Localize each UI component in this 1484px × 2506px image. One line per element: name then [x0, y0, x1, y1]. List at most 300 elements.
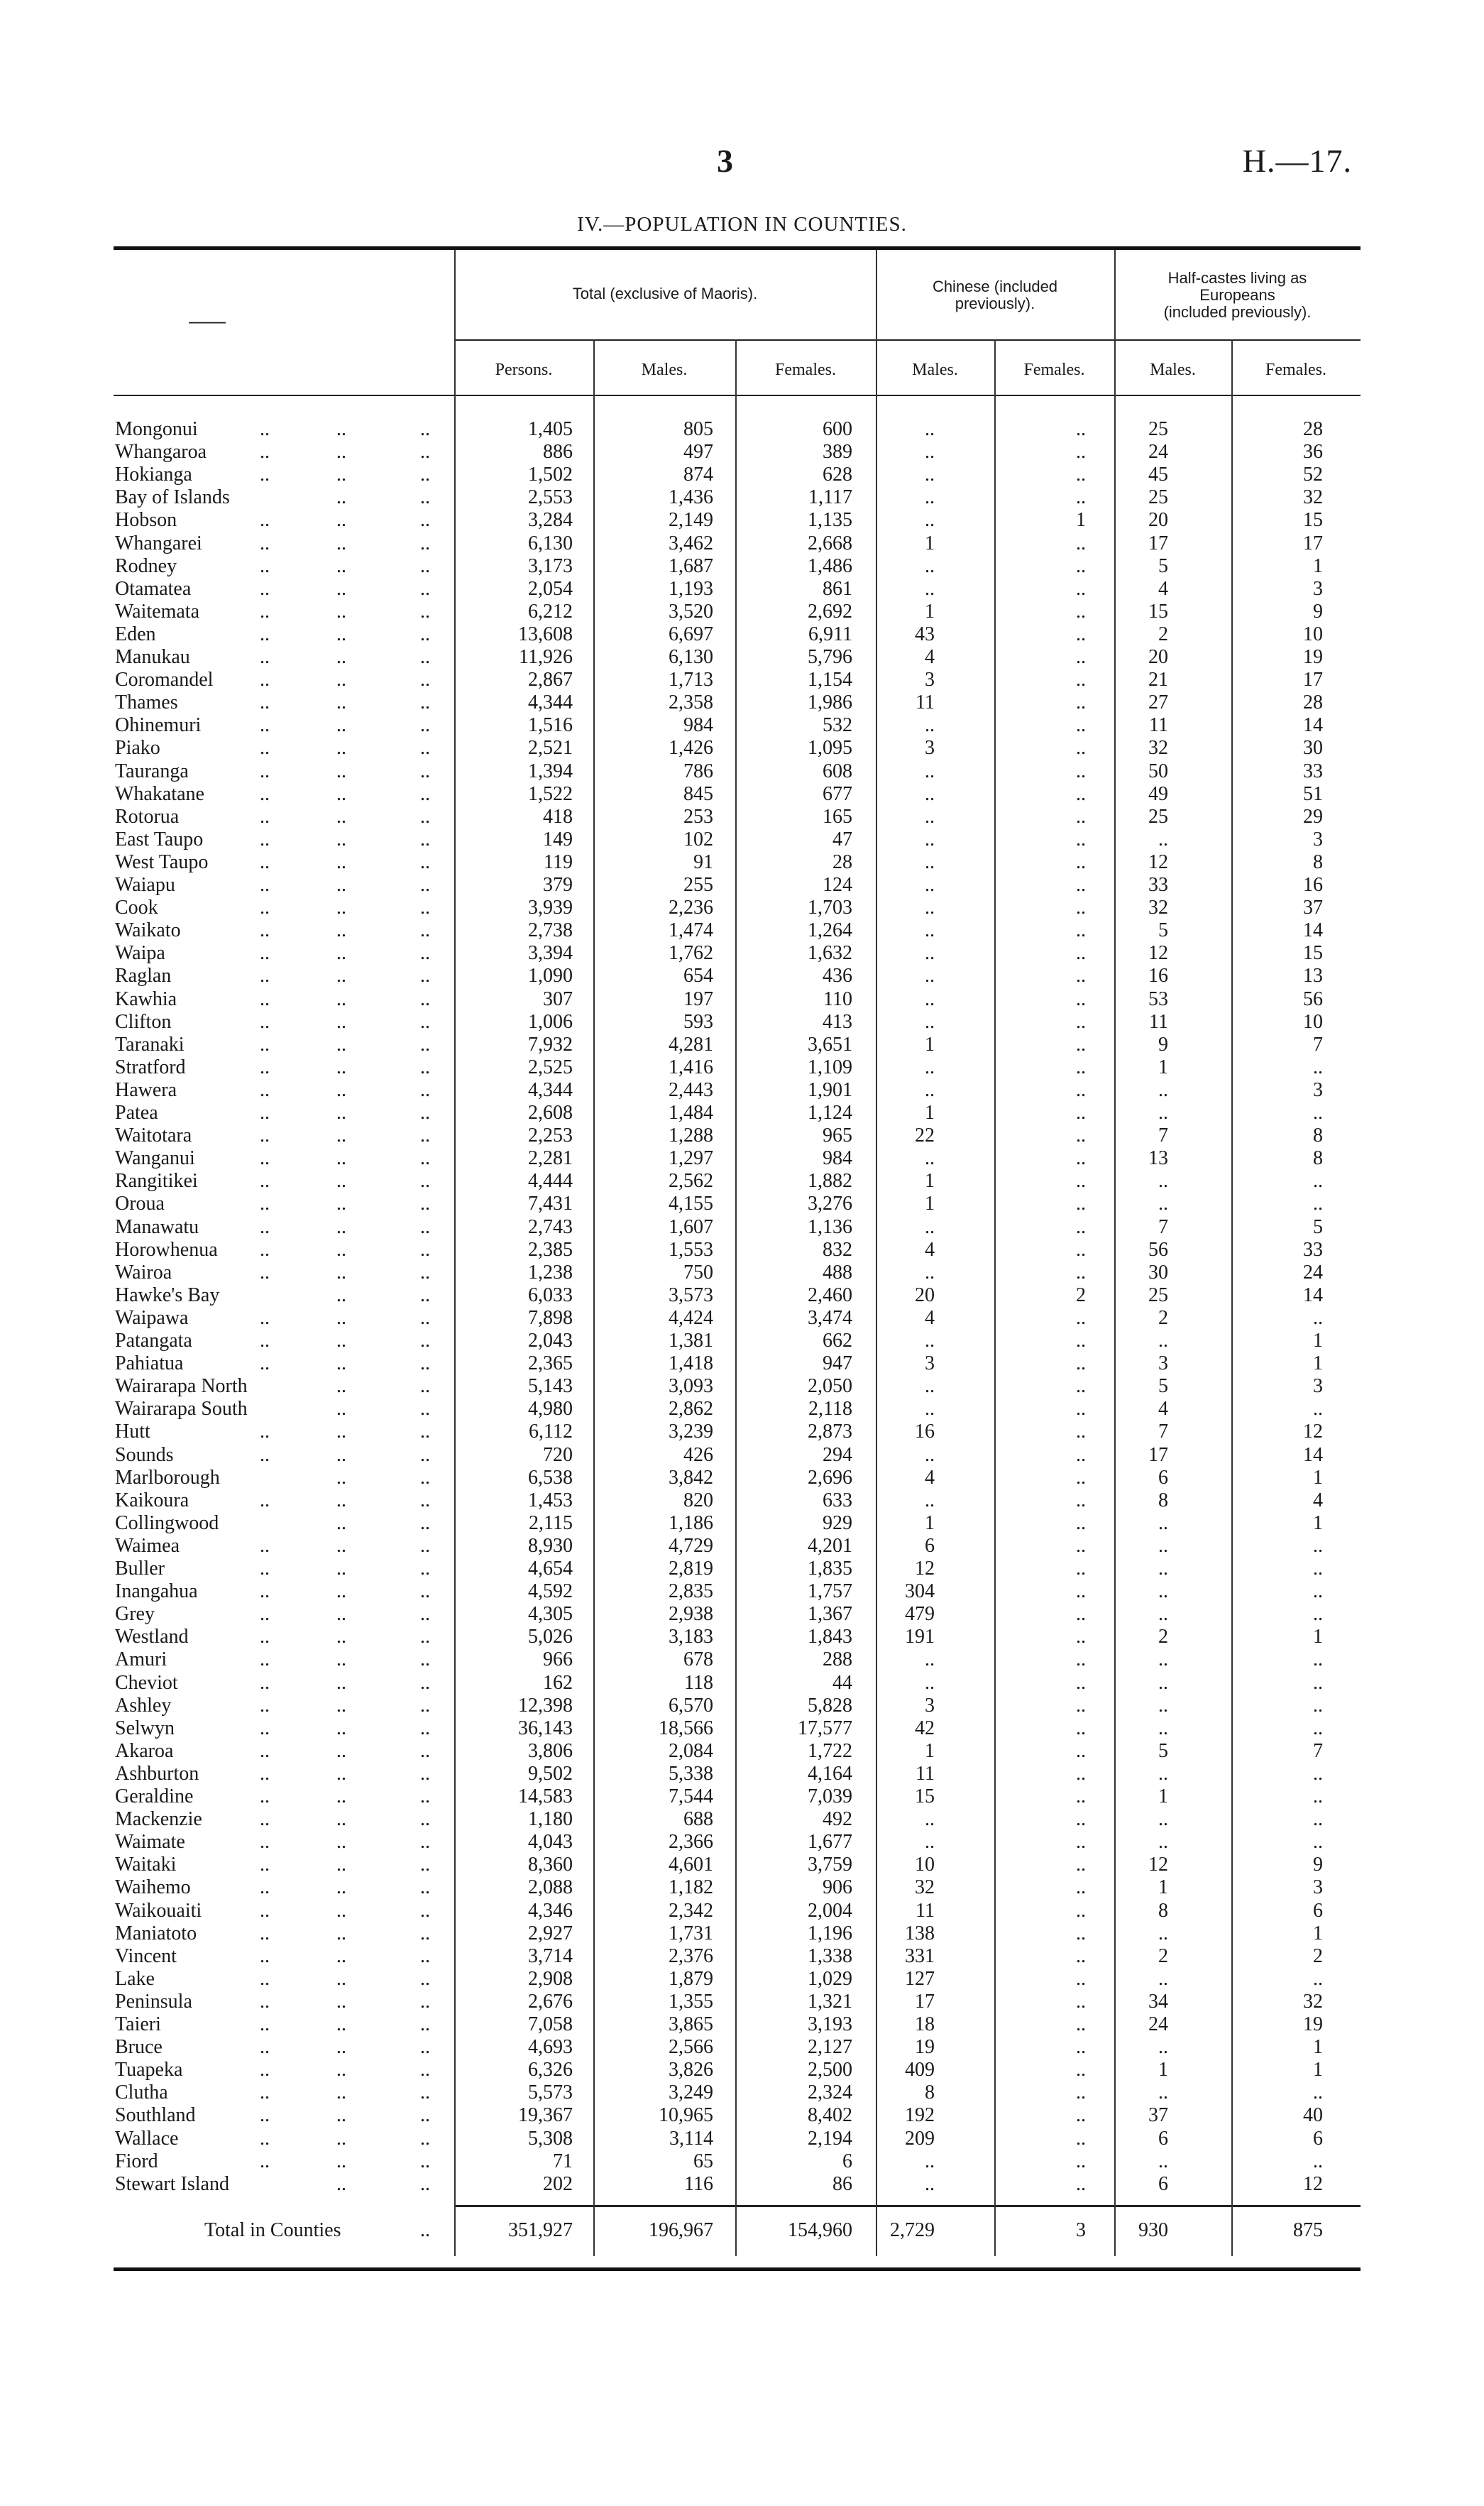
cell-chinese-females: ..	[1076, 1466, 1086, 1489]
leader-dots: ..	[336, 897, 346, 919]
table-row	[0, 1603, 1484, 1626]
cell-chinese-males: 32	[915, 1876, 935, 1899]
table-row	[0, 1262, 1484, 1284]
cell-halfcaste-females: 29	[1303, 805, 1323, 828]
cell-chinese-males: ..	[925, 1808, 935, 1831]
leader-dots: ..	[420, 1352, 430, 1375]
table-row	[0, 418, 1484, 441]
cell-halfcaste-males: 15	[1148, 600, 1168, 623]
cell-halfcaste-males: 24	[1148, 441, 1168, 464]
leader-dots: ..	[260, 418, 270, 440]
table-row	[0, 988, 1484, 1011]
cell-chinese-males: ..	[925, 1330, 935, 1352]
leader-dots: ..	[336, 577, 346, 600]
leader-dots: ..	[260, 1922, 270, 1944]
county-name: Sounds	[115, 1443, 174, 1466]
cell-halfcaste-males: 2	[1158, 1944, 1168, 1967]
table-row	[0, 646, 1484, 669]
leader-dots: ..	[336, 600, 346, 623]
cell-halfcaste-females: 12	[1303, 1421, 1323, 1443]
cell-chinese-females: ..	[1076, 1125, 1086, 1147]
table-row	[0, 1876, 1484, 1899]
leader-dots: ..	[336, 441, 346, 464]
cell-persons: 4,444	[528, 1170, 573, 1193]
leader-dots: ..	[420, 1078, 430, 1101]
cell-total-males: 118	[684, 1671, 713, 1694]
cell-total-females: 1,095	[808, 737, 852, 760]
cell-total-males: 593	[683, 1010, 713, 1033]
cell-persons: 71	[553, 2150, 573, 2172]
cell-halfcaste-females: 15	[1303, 509, 1323, 532]
cell-chinese-females: ..	[1076, 1785, 1086, 1807]
table-row	[0, 942, 1484, 965]
column-header-chinese-males: Males.	[912, 361, 958, 379]
cell-chinese-females: ..	[1076, 464, 1086, 486]
cell-halfcaste-females: 51	[1303, 782, 1323, 805]
cell-persons: 6,212	[528, 600, 573, 623]
leader-dots: ..	[336, 1648, 346, 1671]
table-title: IV.—POPULATION IN COUNTIES.	[577, 213, 907, 236]
cell-chinese-males: 17	[915, 1990, 935, 2013]
cell-halfcaste-females: ..	[1313, 1193, 1323, 1215]
leader-dots: ..	[420, 2150, 430, 2172]
cell-persons: 1,090	[528, 965, 573, 987]
cell-halfcaste-males: 17	[1148, 532, 1168, 554]
leader-dots: ..	[260, 1352, 270, 1375]
leader-dots: ..	[336, 1398, 346, 1421]
cell-total-females: 2,050	[808, 1375, 852, 1398]
cell-chinese-females: ..	[1076, 1626, 1086, 1648]
cell-halfcaste-males: 4	[1158, 1398, 1168, 1421]
cell-halfcaste-males: 11	[1149, 714, 1168, 737]
leader-dots: ..	[420, 1443, 430, 1466]
cell-chinese-females: ..	[1076, 965, 1086, 987]
cell-chinese-males: 11	[916, 1762, 935, 1785]
cell-persons: 1,453	[528, 1489, 573, 1511]
leader-dots: ..	[336, 760, 346, 782]
cell-chinese-males: 479	[905, 1603, 935, 1626]
county-name: Ashburton	[115, 1762, 199, 1785]
cell-total-females: 110	[823, 987, 852, 1010]
leader-dots: ..	[260, 1215, 270, 1238]
cell-total-females: 2,004	[808, 1899, 852, 1922]
table-row	[0, 532, 1484, 555]
table-row	[0, 760, 1484, 783]
county-name: Otamatea	[115, 577, 192, 600]
county-name: Waitaki	[115, 1854, 177, 1876]
leader-dots: ..	[336, 1125, 346, 1147]
cell-total-females: 2,460	[808, 1284, 852, 1306]
cell-chinese-males: ..	[925, 1648, 935, 1671]
cell-halfcaste-males: 32	[1148, 737, 1168, 760]
cell-chinese-males: 19	[915, 2036, 935, 2059]
leader-dots: ..	[420, 1558, 430, 1580]
cell-chinese-males: ..	[925, 1010, 935, 1033]
cell-halfcaste-males: 5	[1158, 554, 1168, 577]
leader-dots: ..	[420, 691, 430, 714]
leader-dots: ..	[420, 1831, 430, 1854]
cell-halfcaste-females: 8	[1313, 1147, 1323, 1170]
cell-chinese-males: ..	[925, 1375, 935, 1398]
leader-dots: ..	[336, 805, 346, 828]
table-row	[0, 1808, 1484, 1831]
cell-total-males: 3,093	[669, 1375, 713, 1398]
cell-persons: 2,676	[528, 1990, 573, 2013]
cell-total-males: 3,239	[669, 1421, 713, 1443]
cell-chinese-females: ..	[1076, 2013, 1086, 2035]
leader-dots: ..	[420, 1967, 430, 1990]
cell-total-males: 1,182	[669, 1876, 713, 1899]
cell-total-males: 6,697	[669, 623, 713, 645]
cell-chinese-females: ..	[1076, 1261, 1086, 1284]
leader-dots: ..	[336, 965, 346, 987]
county-name: Waikouaiti	[115, 1899, 202, 1922]
cell-halfcaste-males: 12	[1148, 1854, 1168, 1876]
cell-halfcaste-females: 24	[1303, 1261, 1323, 1284]
cell-total-males: 786	[683, 760, 713, 782]
county-name: Waihemo	[115, 1876, 191, 1899]
cell-halfcaste-females: ..	[1313, 2150, 1323, 2172]
cell-total-males: 2,342	[669, 1899, 713, 1922]
cell-chinese-females: ..	[1076, 1671, 1086, 1694]
county-name: Manukau	[115, 646, 190, 668]
table-row	[0, 1922, 1484, 1945]
leader-dots: ..	[336, 1876, 346, 1899]
leader-dots: ..	[260, 532, 270, 554]
cell-halfcaste-females: 5	[1313, 1215, 1323, 1238]
cell-total-males: 1,474	[669, 919, 713, 942]
group-header-rule	[454, 339, 1361, 341]
cell-halfcaste-females: ..	[1313, 1762, 1323, 1785]
leader-dots: ..	[420, 1854, 430, 1876]
leader-dots: ..	[420, 1421, 430, 1443]
cell-persons: 2,385	[528, 1238, 573, 1261]
cell-halfcaste-males: 930	[1138, 2219, 1168, 2241]
cell-halfcaste-females: ..	[1313, 1603, 1323, 1626]
column-header-halfcaste-females: Females.	[1265, 361, 1326, 379]
cell-chinese-males: ..	[925, 1215, 935, 1238]
cell-halfcaste-males: ..	[1158, 1808, 1168, 1831]
cell-chinese-females: ..	[1076, 577, 1086, 600]
cell-halfcaste-males: ..	[1158, 1170, 1168, 1193]
cell-total-females: 633	[823, 1489, 852, 1511]
county-name: Maniatoto	[115, 1922, 197, 1944]
cell-chinese-males: 331	[905, 1944, 935, 1967]
cell-halfcaste-males: 20	[1148, 646, 1168, 668]
cell-halfcaste-males: 8	[1158, 1899, 1168, 1922]
cell-persons: 12,398	[518, 1694, 573, 1717]
leader-dots: ..	[420, 1511, 430, 1534]
leader-dots: ..	[420, 1238, 430, 1261]
cell-halfcaste-females: 9	[1313, 1854, 1323, 1876]
leader-dots: ..	[260, 1147, 270, 1170]
leader-dots: ..	[260, 737, 270, 760]
cell-chinese-females: ..	[1076, 1739, 1086, 1762]
cell-chinese-males: 4	[925, 1306, 935, 1329]
table-row	[0, 1489, 1484, 1512]
cell-halfcaste-females: 40	[1303, 2104, 1323, 2127]
cell-total-females: 165	[823, 805, 852, 828]
cell-total-males: 805	[683, 418, 713, 440]
cell-chinese-females: ..	[1076, 532, 1086, 554]
leader-dots: ..	[260, 1831, 270, 1854]
county-name: Westland	[115, 1626, 189, 1648]
cell-total-males: 65	[693, 2150, 713, 2172]
cell-persons: 3,939	[528, 897, 573, 919]
leader-dots: ..	[260, 441, 270, 464]
cell-total-females: 3,193	[808, 2013, 852, 2035]
cell-total-males: 253	[683, 805, 713, 828]
cell-halfcaste-females: 1	[1313, 1466, 1323, 1489]
cell-total-females: 1,136	[808, 1215, 852, 1238]
leader-dots: ..	[260, 1489, 270, 1511]
cell-persons: 8,360	[528, 1854, 573, 1876]
cell-chinese-males: ..	[925, 760, 935, 782]
table-row	[0, 1740, 1484, 1763]
leader-dots: ..	[420, 1671, 430, 1694]
leader-dots: ..	[336, 1238, 346, 1261]
leader-dots: ..	[260, 1534, 270, 1557]
leader-dots: ..	[260, 919, 270, 942]
cell-halfcaste-males: 12	[1148, 942, 1168, 965]
leader-dots: ..	[420, 1170, 430, 1193]
table-row	[0, 1535, 1484, 1558]
table-row	[0, 2081, 1484, 2104]
county-name: Piako	[115, 737, 160, 760]
leader-dots: ..	[420, 1261, 430, 1284]
cell-chinese-females: ..	[1076, 1944, 1086, 1967]
leader-dots: ..	[420, 464, 430, 486]
cell-persons: 2,253	[528, 1125, 573, 1147]
cell-chinese-females: ..	[1076, 1193, 1086, 1215]
leader-dots: ..	[420, 1466, 430, 1489]
table-row	[0, 1375, 1484, 1398]
cell-total-females: 1,703	[808, 897, 852, 919]
leader-dots: ..	[420, 874, 430, 896]
cell-chinese-females: ..	[1076, 1603, 1086, 1626]
cell-total-females: 8,402	[808, 2104, 852, 2127]
cell-chinese-females: ..	[1076, 1990, 1086, 2013]
cell-halfcaste-males: 34	[1148, 1990, 1168, 2013]
cell-total-males: 1,713	[669, 669, 713, 691]
cell-halfcaste-females: ..	[1313, 2081, 1323, 2104]
county-name: Hobson	[115, 509, 177, 532]
table-row	[0, 1831, 1484, 1854]
table-row	[0, 806, 1484, 828]
cell-halfcaste-males: ..	[1158, 1102, 1168, 1124]
cell-halfcaste-males: 5	[1158, 1375, 1168, 1398]
cell-persons: 202	[543, 2172, 573, 2195]
table-row	[0, 578, 1484, 601]
county-name: Ohinemuri	[115, 714, 202, 737]
leader-dots: ..	[336, 828, 346, 850]
leader-dots: ..	[420, 1147, 430, 1170]
county-name: Ashley	[115, 1694, 172, 1717]
leader-dots: ..	[336, 2081, 346, 2104]
leader-dots: ..	[260, 2059, 270, 2081]
leader-dots: ..	[336, 691, 346, 714]
table-row	[0, 1216, 1484, 1239]
cell-total-males: 1,553	[669, 1238, 713, 1261]
cell-halfcaste-females: 875	[1293, 2219, 1323, 2241]
leader-dots: ..	[336, 1330, 346, 1352]
leader-dots: ..	[420, 987, 430, 1010]
cell-halfcaste-males: 6	[1158, 1466, 1168, 1489]
cell-total-females: 532	[823, 714, 852, 737]
cell-chinese-females: ..	[1076, 1421, 1086, 1443]
cell-chinese-males: 1	[925, 1193, 935, 1215]
county-name: East Taupo	[115, 828, 204, 850]
cell-total-females: 1,677	[808, 1831, 852, 1854]
leader-dots: ..	[336, 1558, 346, 1580]
cell-total-females: 1,632	[808, 942, 852, 965]
cell-chinese-males: 1	[925, 532, 935, 554]
county-name: Hutt	[115, 1421, 150, 1443]
cell-chinese-males: 3	[925, 1352, 935, 1375]
leader-dots: ..	[336, 1466, 346, 1489]
cell-halfcaste-females: ..	[1313, 1967, 1323, 1990]
cell-halfcaste-males: 24	[1148, 2013, 1168, 2035]
cell-total-males: 2,366	[669, 1831, 713, 1854]
leader-dots: ..	[420, 942, 430, 965]
table-row	[0, 669, 1484, 691]
cell-total-females: 2,127	[808, 2036, 852, 2059]
header-line: (included previously).	[1163, 303, 1312, 321]
cell-chinese-males: 43	[915, 623, 935, 645]
county-name: Waikato	[115, 919, 181, 942]
cell-halfcaste-males: 1	[1158, 1876, 1168, 1899]
cell-chinese-males: ..	[925, 1261, 935, 1284]
leader-dots: ..	[336, 464, 346, 486]
leader-dots: ..	[336, 1306, 346, 1329]
cell-total-females: 2,668	[808, 532, 852, 554]
cell-total-males: 4,155	[669, 1193, 713, 1215]
cell-halfcaste-males: 25	[1148, 418, 1168, 440]
cell-chinese-females: ..	[1076, 1762, 1086, 1785]
county-name: Fiord	[115, 2150, 158, 2172]
cell-persons: 4,592	[528, 1580, 573, 1603]
cell-persons: 7,898	[528, 1306, 573, 1329]
leader-dots: ..	[336, 1922, 346, 1944]
cell-total-females: 4,201	[808, 1534, 852, 1557]
cell-total-females: 2,118	[808, 1398, 852, 1421]
cell-chinese-males: 11	[916, 691, 935, 714]
cell-total-females: 677	[823, 782, 852, 805]
county-name: Clifton	[115, 1010, 172, 1033]
leader-dots: ..	[260, 1078, 270, 1101]
cell-halfcaste-females: 52	[1303, 464, 1323, 486]
cell-chinese-females: ..	[1076, 691, 1086, 714]
cell-halfcaste-females: 10	[1303, 1010, 1323, 1033]
cell-total-males: 1,381	[669, 1330, 713, 1352]
cell-persons: 4,344	[528, 691, 573, 714]
leader-dots: ..	[420, 532, 430, 554]
leader-dots: ..	[336, 1443, 346, 1466]
leader-dots: ..	[336, 1717, 346, 1739]
county-name: Clutha	[115, 2081, 168, 2104]
leader-dots: ..	[260, 646, 270, 668]
leader-dots: ..	[336, 1808, 346, 1831]
cell-persons: 351,927	[508, 2219, 573, 2241]
cell-chinese-females: ..	[1076, 1558, 1086, 1580]
cell-total-males: 1,288	[669, 1125, 713, 1147]
cell-halfcaste-males: ..	[1158, 1694, 1168, 1717]
cell-total-males: 4,424	[669, 1306, 713, 1329]
county-name: Cook	[115, 897, 158, 919]
leader-dots: ..	[420, 1102, 430, 1124]
cell-halfcaste-females: 1	[1313, 2059, 1323, 2081]
leader-dots: ..	[260, 1443, 270, 1466]
cell-persons: 2,115	[529, 1511, 573, 1534]
leader-dots: ..	[260, 965, 270, 987]
leader-dots: ..	[420, 1944, 430, 1967]
county-name: Patangata	[115, 1330, 192, 1352]
county-name: Southland	[115, 2104, 196, 2127]
table-row	[0, 1900, 1484, 1922]
cell-chinese-males: ..	[925, 965, 935, 987]
leader-dots: ..	[420, 1876, 430, 1899]
table-row	[0, 1695, 1484, 1717]
cell-chinese-females: ..	[1076, 2172, 1086, 2195]
cell-persons: 1,405	[528, 418, 573, 440]
cell-halfcaste-females: 32	[1303, 486, 1323, 509]
leader-dots: ..	[420, 509, 430, 532]
cell-total-males: 984	[683, 714, 713, 737]
cell-halfcaste-females: 10	[1303, 623, 1323, 645]
cell-chinese-females: ..	[1076, 1922, 1086, 1944]
cell-chinese-females: ..	[1076, 987, 1086, 1010]
cell-halfcaste-females: 6	[1313, 1899, 1323, 1922]
leader-dots: ..	[260, 1854, 270, 1876]
cell-persons: 1,006	[528, 1010, 573, 1033]
cell-halfcaste-males: 3	[1158, 1352, 1168, 1375]
cell-persons: 886	[543, 441, 573, 464]
table-row	[0, 1717, 1484, 1740]
cell-halfcaste-females: 1	[1313, 554, 1323, 577]
county-name: Tuapeka	[115, 2059, 183, 2081]
cell-chinese-females: ..	[1076, 441, 1086, 464]
cell-chinese-males: 192	[905, 2104, 935, 2127]
header-line: Half-castes living as	[1167, 269, 1307, 287]
table-row	[0, 1284, 1484, 1307]
cell-chinese-females: ..	[1076, 1489, 1086, 1511]
cell-persons: 5,026	[528, 1626, 573, 1648]
cell-chinese-females: ..	[1076, 1215, 1086, 1238]
leader-dots: ..	[260, 1626, 270, 1648]
leader-dots: ..	[420, 1489, 430, 1511]
cell-total-males: 3,462	[669, 532, 713, 554]
cell-total-males: 1,416	[669, 1056, 713, 1078]
cell-total-males: 2,566	[669, 2036, 713, 2059]
cell-total-females: 1,117	[808, 486, 852, 509]
cell-total-males: 3,826	[669, 2059, 713, 2081]
cell-halfcaste-males: 25	[1148, 486, 1168, 509]
cell-halfcaste-females: ..	[1313, 1580, 1323, 1603]
county-name: Wanganui	[115, 1147, 195, 1170]
cell-chinese-males: 16	[915, 1421, 935, 1443]
cell-halfcaste-females: 1	[1313, 1626, 1323, 1648]
leader-dots: ..	[420, 2104, 430, 2127]
leader-dots: ..	[260, 1603, 270, 1626]
leader-dots: ..	[336, 1511, 346, 1534]
leader-dots: ..	[260, 1694, 270, 1717]
cell-total-males: 91	[693, 850, 713, 873]
leader-dots: ..	[260, 1033, 270, 1056]
leader-dots: ..	[260, 600, 270, 623]
table-row	[0, 464, 1484, 486]
leader-dots: ..	[260, 2013, 270, 2035]
cell-total-males: 4,601	[669, 1854, 713, 1876]
